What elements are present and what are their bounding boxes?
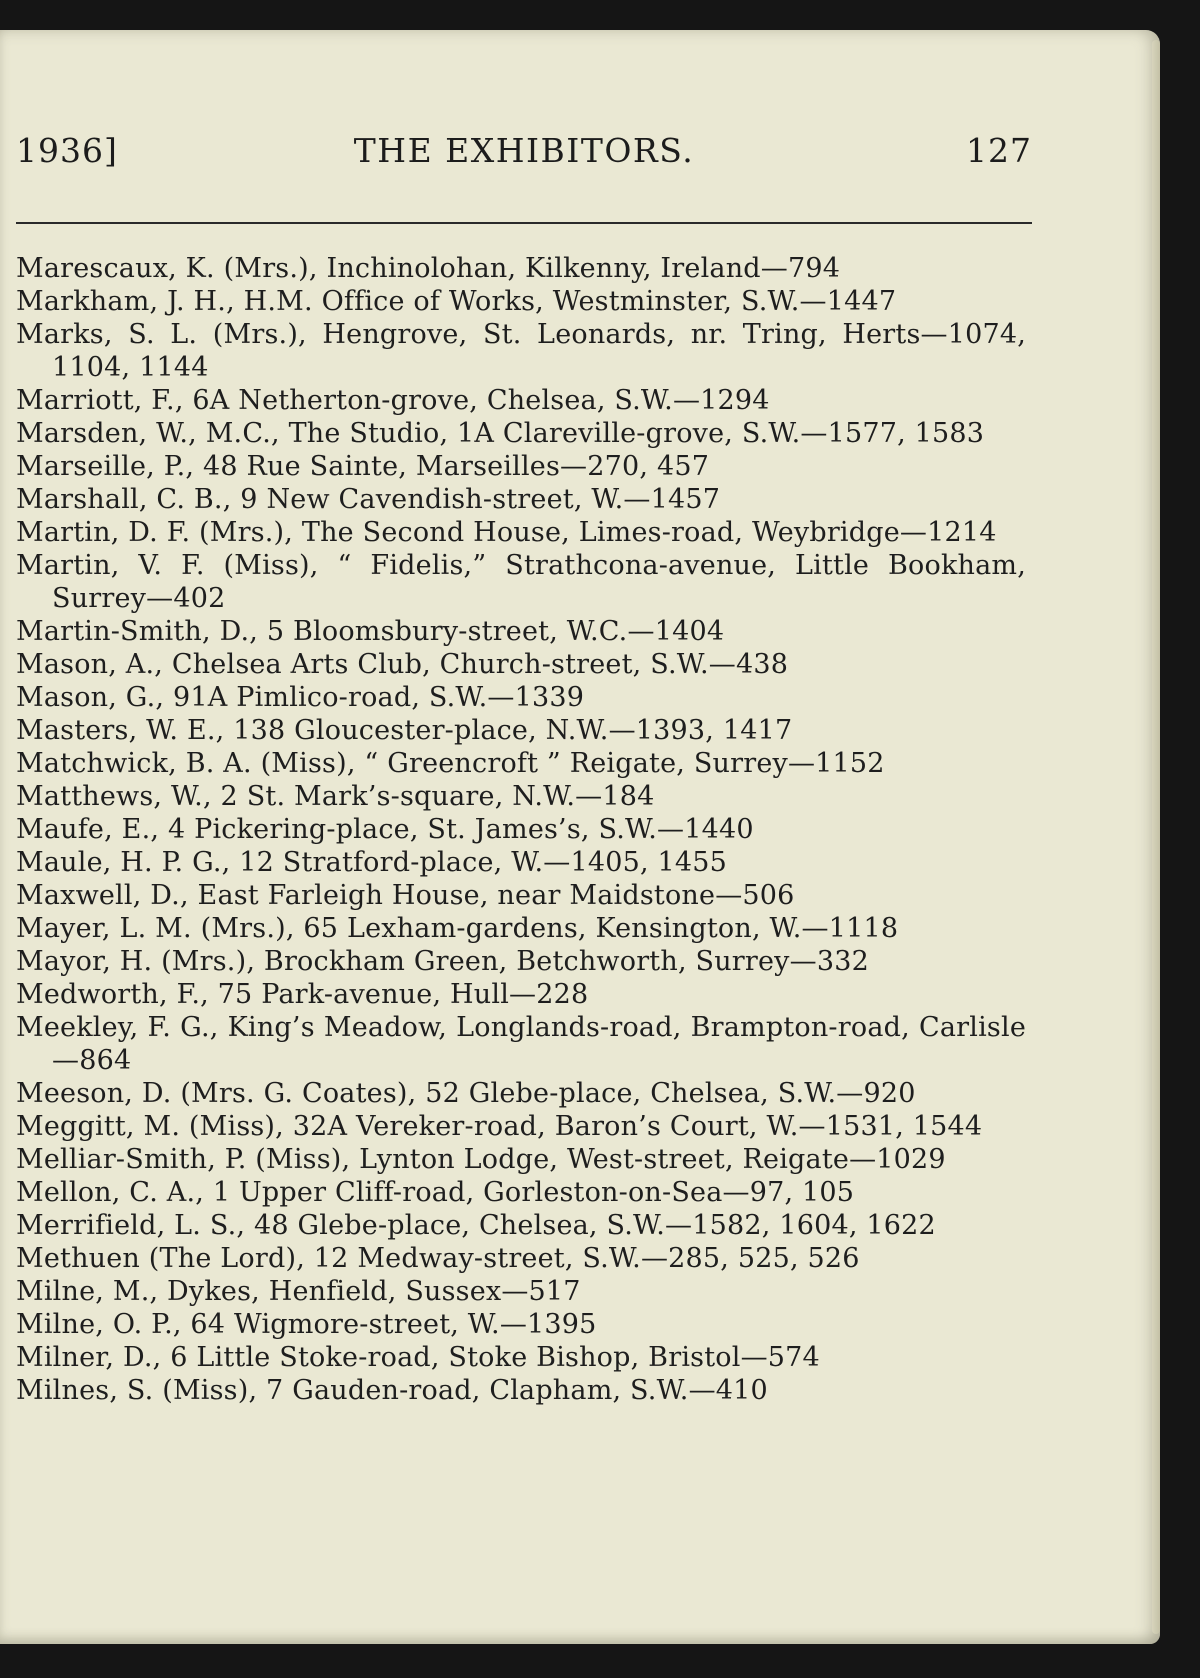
exhibitor-name: Mason, A., bbox=[16, 649, 164, 680]
exhibitor-address: 6 Little Stoke-road, Stoke Bishop, Bristol bbox=[161, 1342, 741, 1373]
exhibitor-entry bbox=[16, 945, 1026, 978]
catalogue-numbers: 1457 bbox=[650, 484, 721, 515]
catalogue-numbers: 574 bbox=[767, 1342, 820, 1373]
exhibitor-name: Maxwell, D., bbox=[16, 880, 189, 911]
entry-separator: — bbox=[722, 1177, 750, 1208]
exhibitor-list bbox=[16, 252, 1026, 1407]
exhibitor-name: Meeson, D. (Mrs. G. Coates), bbox=[16, 1078, 417, 1109]
catalogue-numbers: 864 bbox=[79, 1045, 132, 1076]
exhibitor-address: “ Greencroft ” Reigate, Surrey bbox=[355, 748, 788, 779]
exhibitor-entry bbox=[16, 1275, 1026, 1308]
catalogue-numbers: 1405, 1455 bbox=[570, 847, 728, 878]
catalogue-numbers: 1029 bbox=[876, 1144, 946, 1175]
exhibitor-entry bbox=[16, 285, 1026, 318]
exhibitor-entry bbox=[16, 1374, 1026, 1407]
exhibitor-entry bbox=[16, 1110, 1026, 1143]
exhibitor-entry bbox=[16, 1077, 1026, 1110]
catalogue-numbers: 1393, 1417 bbox=[635, 715, 793, 746]
entry-separator: — bbox=[501, 1276, 529, 1307]
catalogue-numbers: 1582, 1604, 1622 bbox=[692, 1210, 936, 1241]
exhibitor-name: Methuen (The Lord), bbox=[16, 1243, 305, 1274]
exhibitor-address: 48 Rue Sainte, Marseilles bbox=[194, 451, 561, 482]
exhibitor-name: Marsden, W., M.C., bbox=[16, 418, 280, 449]
entry-separator: — bbox=[899, 517, 928, 548]
exhibitor-address: 5 Bloomsbury-street, W.C. bbox=[258, 616, 628, 647]
exhibitor-name: Melliar-Smith, P. (Miss), bbox=[16, 1144, 351, 1175]
catalogue-numbers: 1118 bbox=[828, 913, 899, 944]
entry-separator: — bbox=[688, 1375, 716, 1406]
catalogue-numbers: 332 bbox=[816, 946, 869, 977]
exhibitor-entry bbox=[16, 813, 1026, 846]
catalogue-numbers: 1531, 1544 bbox=[825, 1111, 983, 1142]
exhibitor-entry bbox=[16, 252, 1026, 285]
entry-separator: — bbox=[608, 715, 636, 746]
exhibitor-entry bbox=[16, 1176, 1026, 1209]
exhibitor-name: Meekley, F. G., bbox=[16, 1012, 219, 1043]
book-page bbox=[0, 30, 1160, 1644]
catalogue-numbers: 228 bbox=[536, 979, 589, 1010]
catalogue-numbers: 1339 bbox=[514, 682, 585, 713]
exhibitor-name: Marks, S. L. (Mrs.), bbox=[16, 319, 307, 350]
entry-separator: — bbox=[849, 1144, 877, 1175]
entry-separator: — bbox=[575, 781, 603, 812]
exhibitor-address: Hengrove, St. Leonards, nr. Tring, Herts bbox=[306, 319, 921, 350]
catalogue-numbers: 285, 525, 526 bbox=[668, 1243, 860, 1274]
exhibitor-entry bbox=[16, 879, 1026, 912]
exhibitor-address: “ Fidelis,” Strathcona-avenue, Little Bookham, Surrey bbox=[52, 550, 1026, 614]
entry-separator: — bbox=[52, 1045, 80, 1076]
exhibitor-name: Meggitt, M. (Miss), bbox=[16, 1111, 284, 1142]
exhibitor-entry bbox=[16, 1011, 1026, 1077]
catalogue-numbers: 438 bbox=[735, 649, 789, 680]
exhibitor-name: Medworth, F., bbox=[16, 979, 209, 1010]
entry-separator: — bbox=[665, 1210, 693, 1241]
entry-separator: — bbox=[672, 385, 701, 416]
entry-separator: — bbox=[836, 1078, 864, 1109]
exhibitor-address: Lynton Lodge, West-street, Reigate bbox=[350, 1144, 850, 1175]
catalogue-numbers: 1074, 1104, 1144 bbox=[52, 319, 1027, 383]
exhibitor-address: 1 Upper Cliff-road, Gorleston-on-Sea bbox=[204, 1177, 723, 1208]
exhibitor-address: The Studio, 1A Clareville-grove, S.W. bbox=[279, 418, 801, 449]
exhibitor-address: 9 New Cavendish-street, W. bbox=[231, 484, 624, 515]
entry-separator: — bbox=[499, 1309, 528, 1340]
exhibitor-name: Mayer, L. M. (Mrs.), bbox=[16, 913, 295, 944]
entry-separator: — bbox=[627, 616, 655, 647]
entry-separator: — bbox=[760, 253, 788, 284]
exhibitor-entry bbox=[16, 978, 1026, 1011]
exhibitor-address: 12 Medway-street, S.W. bbox=[305, 1243, 641, 1274]
page-number: 127 bbox=[966, 131, 1032, 170]
entry-separator: — bbox=[740, 1342, 768, 1373]
exhibitor-name: Milnes, S. (Miss), bbox=[16, 1375, 258, 1406]
catalogue-numbers: 184 bbox=[602, 781, 655, 812]
exhibitor-name: Matthews, W., bbox=[16, 781, 212, 812]
catalogue-numbers: 410 bbox=[715, 1375, 768, 1406]
catalogue-numbers: 97, 105 bbox=[749, 1177, 855, 1208]
exhibitor-entry bbox=[16, 780, 1026, 813]
entry-separator: — bbox=[708, 649, 736, 680]
exhibitor-entry bbox=[16, 1209, 1026, 1242]
exhibitor-address: The Second House, Limes-road, Weybridge bbox=[293, 517, 900, 548]
entry-separator: — bbox=[801, 913, 829, 944]
exhibitor-entry bbox=[16, 681, 1026, 714]
exhibitor-address: Brockham Green, Betchworth, Surrey bbox=[255, 946, 790, 977]
exhibitor-address: 12 Stratford-place, W. bbox=[230, 847, 544, 878]
entry-separator: — bbox=[715, 880, 743, 911]
entry-separator: — bbox=[623, 484, 651, 515]
exhibitor-name: Marescaux, K. (Mrs.), bbox=[16, 253, 318, 284]
entry-separator: — bbox=[799, 286, 827, 317]
entry-separator: — bbox=[640, 1243, 669, 1274]
catalogue-numbers: 1395 bbox=[527, 1309, 597, 1340]
catalogue-numbers: 1577, 1583 bbox=[827, 418, 985, 449]
exhibitor-address: 7 Gauden-road, Clapham, S.W. bbox=[257, 1375, 689, 1406]
exhibitor-entry bbox=[16, 318, 1026, 384]
catalogue-numbers: 1294 bbox=[700, 385, 770, 416]
catalogue-numbers: 920 bbox=[863, 1078, 916, 1109]
entry-separator: — bbox=[787, 748, 816, 779]
exhibitor-name: Martin-Smith, D., bbox=[16, 616, 259, 647]
entry-separator: — bbox=[789, 946, 817, 977]
entry-separator: — bbox=[543, 847, 571, 878]
header-rule bbox=[16, 222, 1032, 224]
entry-separator: — bbox=[487, 682, 515, 713]
exhibitor-name: Milne, M., bbox=[16, 1276, 159, 1307]
exhibitor-name: Mayor, H. (Mrs.), bbox=[16, 946, 256, 977]
exhibitor-entry bbox=[16, 1143, 1026, 1176]
exhibitor-name: Mason, G., bbox=[16, 682, 165, 713]
page-edge bbox=[1152, 40, 1160, 1634]
exhibitor-address: 52 Glebe-place, Chelsea, S.W. bbox=[416, 1078, 837, 1109]
exhibitor-entry bbox=[16, 846, 1026, 879]
exhibitor-entry bbox=[16, 1308, 1026, 1341]
exhibitor-address: 4 Pickering-place, St. James’s, S.W. bbox=[159, 814, 657, 845]
catalogue-numbers: 517 bbox=[528, 1276, 581, 1307]
exhibitor-entry bbox=[16, 483, 1026, 516]
entry-separator: — bbox=[798, 1111, 826, 1142]
catalogue-numbers: 1447 bbox=[826, 286, 897, 317]
exhibitor-address: 64 Wigmore-street, W. bbox=[181, 1309, 500, 1340]
exhibitor-address: 138 Gloucester-place, N.W. bbox=[224, 715, 609, 746]
exhibitor-entry bbox=[16, 549, 1026, 615]
exhibitor-address: King’s Meadow, Longlands-road, Brampton-road, Carlisle bbox=[218, 1012, 1026, 1043]
catalogue-numbers: 506 bbox=[742, 880, 795, 911]
catalogue-numbers: 1404 bbox=[654, 616, 725, 647]
exhibitor-name: Markham, J. H., bbox=[16, 286, 235, 317]
catalogue-numbers: 1152 bbox=[815, 748, 885, 779]
entry-separator: — bbox=[800, 418, 828, 449]
exhibitor-address: Chelsea Arts Club, Church-street, S.W. bbox=[163, 649, 709, 680]
exhibitor-name: Milne, O. P., bbox=[16, 1309, 182, 1340]
exhibitor-address: East Farleigh House, near Maidstone bbox=[188, 880, 716, 911]
exhibitor-entry bbox=[16, 648, 1026, 681]
exhibitor-entry bbox=[16, 384, 1026, 417]
exhibitor-address: 32A Vereker-road, Baron’s Court, W. bbox=[283, 1111, 799, 1142]
exhibitor-entry bbox=[16, 417, 1026, 450]
exhibitor-address: Inchinolohan, Kilkenny, Ireland bbox=[317, 253, 761, 284]
exhibitor-entry bbox=[16, 747, 1026, 780]
exhibitor-address: 65 Lexham-gardens, Kensington, W. bbox=[294, 913, 802, 944]
catalogue-numbers: 270, 457 bbox=[587, 451, 710, 482]
catalogue-numbers: 1214 bbox=[927, 517, 997, 548]
exhibitor-entry bbox=[16, 714, 1026, 747]
exhibitor-address: 2 St. Mark’s-square, N.W. bbox=[211, 781, 576, 812]
exhibitor-entry bbox=[16, 615, 1026, 648]
exhibitor-name: Masters, W. E., bbox=[16, 715, 225, 746]
exhibitor-name: Mellon, C. A., bbox=[16, 1177, 205, 1208]
exhibitor-entry bbox=[16, 1242, 1026, 1275]
header-year: 1936] bbox=[16, 131, 118, 170]
exhibitor-entry bbox=[16, 450, 1026, 483]
entry-separator: — bbox=[560, 451, 588, 482]
exhibitor-address: 75 Park-avenue, Hull bbox=[208, 979, 510, 1010]
exhibitor-name: Matchwick, B. A. (Miss), bbox=[16, 748, 356, 779]
exhibitor-address: Dykes, Henfield, Sussex bbox=[158, 1276, 502, 1307]
header-title: THE EXHIBITORS. bbox=[353, 131, 695, 170]
exhibitor-name: Maufe, E., bbox=[16, 814, 160, 845]
entry-separator: — bbox=[657, 814, 685, 845]
exhibitor-name: Martin, D. F. (Mrs.), bbox=[16, 517, 294, 548]
catalogue-numbers: 1440 bbox=[684, 814, 754, 845]
exhibitor-address: 6A Netherton-grove, Chelsea, S.W. bbox=[183, 385, 673, 416]
exhibitor-address: 48 Glebe-place, Chelsea, S.W. bbox=[245, 1210, 666, 1241]
exhibitor-name: Marseille, P., bbox=[16, 451, 195, 482]
exhibitor-address: 91A Pimlico-road, S.W. bbox=[164, 682, 488, 713]
exhibitor-entry bbox=[16, 1341, 1026, 1374]
entry-separator: — bbox=[146, 583, 174, 614]
exhibitor-name: Marshall, C. B., bbox=[16, 484, 232, 515]
exhibitor-name: Merrifield, L. S., bbox=[16, 1210, 246, 1241]
exhibitor-name: Maule, H. P. G., bbox=[16, 847, 231, 878]
exhibitor-name: Martin, V. F. (Miss), bbox=[16, 550, 319, 581]
catalogue-numbers: 402 bbox=[173, 583, 226, 614]
exhibitor-name: Marriott, F., bbox=[16, 385, 184, 416]
exhibitor-entry bbox=[16, 912, 1026, 945]
exhibitor-entry bbox=[16, 516, 1026, 549]
running-header bbox=[16, 125, 1032, 177]
exhibitor-name: Milner, D., bbox=[16, 1342, 162, 1373]
catalogue-numbers: 794 bbox=[787, 253, 841, 284]
entry-separator: — bbox=[509, 979, 537, 1010]
exhibitor-address: H.M. Office of Works, Westminster, S.W. bbox=[234, 286, 800, 317]
entry-separator: — bbox=[920, 319, 948, 350]
